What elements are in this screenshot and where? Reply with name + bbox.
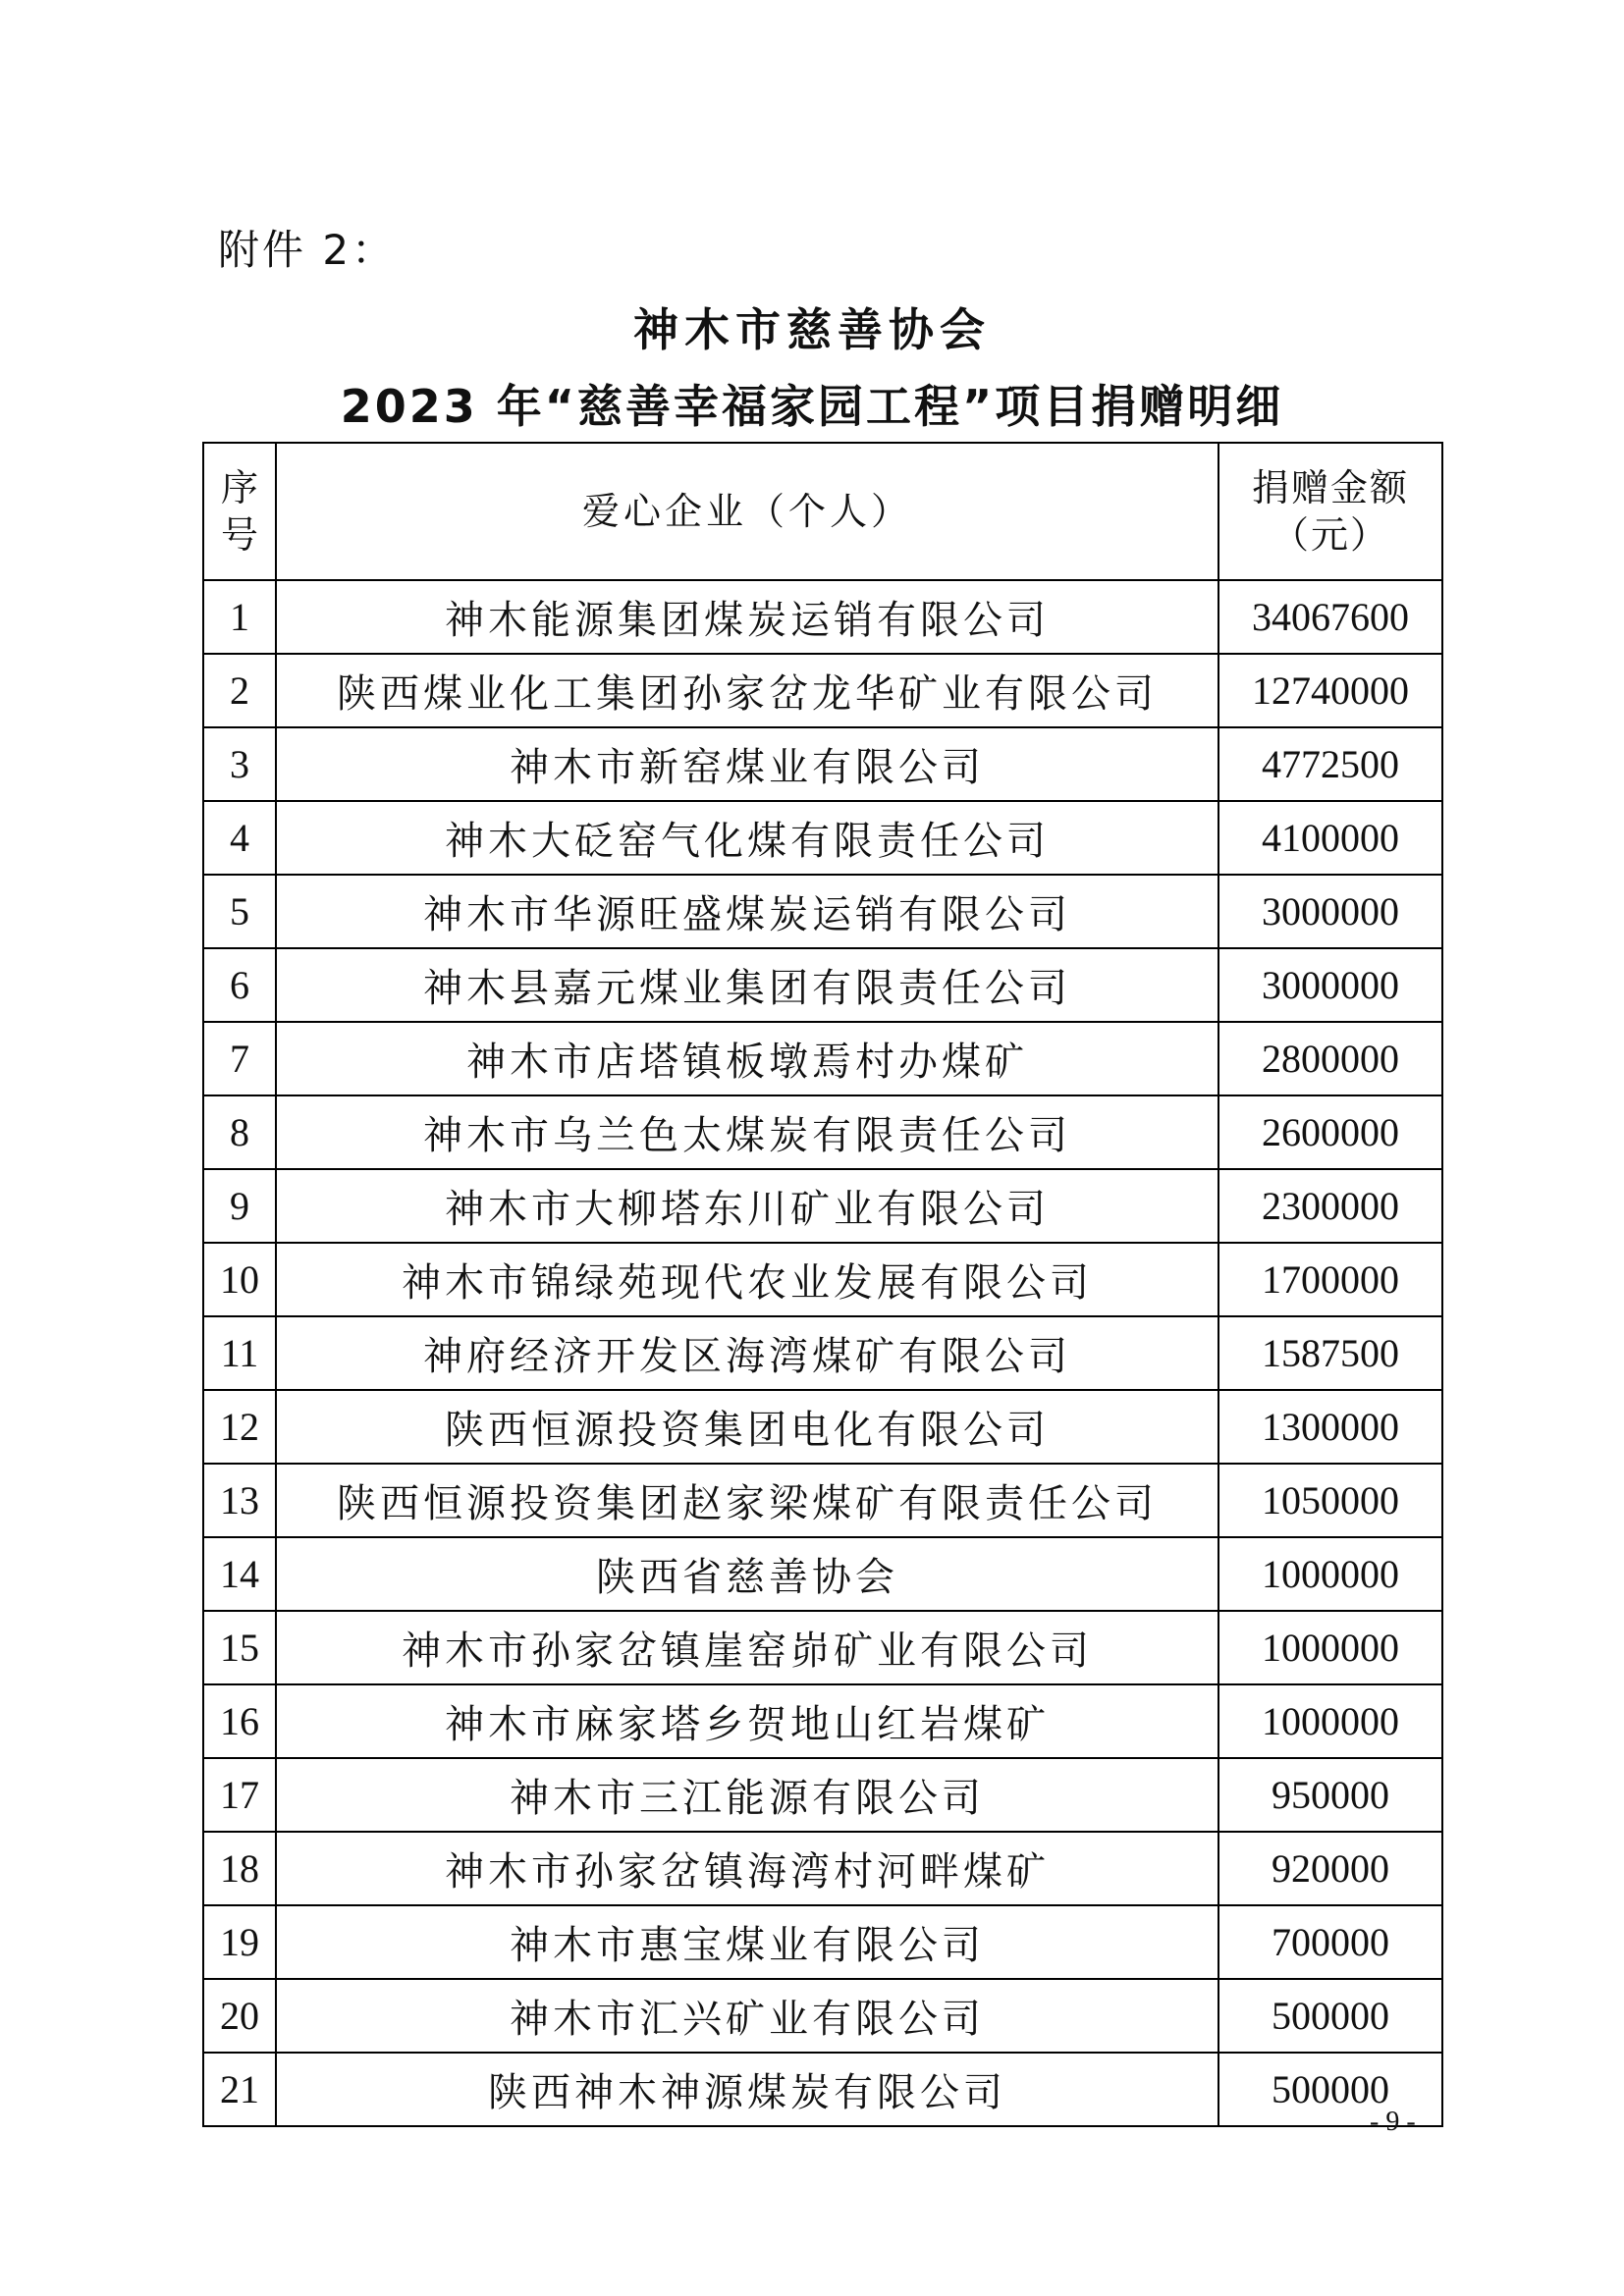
row-amount: 1587500 <box>1218 1316 1442 1390</box>
row-amount: 920000 <box>1218 1832 1442 1905</box>
row-amount: 3000000 <box>1218 948 1442 1022</box>
row-donor-name: 神府经济开发区海湾煤矿有限公司 <box>276 1316 1218 1390</box>
row-amount: 500000 <box>1218 2053 1442 2126</box>
row-donor-name: 陕西煤业化工集团孙家岔龙华矿业有限公司 <box>276 654 1218 727</box>
table-row <box>203 580 1442 654</box>
row-donor-name: 神木市大柳塔东川矿业有限公司 <box>276 1169 1218 1243</box>
row-index: 21 <box>203 2053 276 2126</box>
header-amount-line1: 捐赠金额 <box>1251 466 1409 509</box>
row-donor-name: 陕西省慈善协会 <box>276 1537 1218 1611</box>
row-amount: 4772500 <box>1218 727 1442 801</box>
row-donor-name: 神木市华源旺盛煤炭运销有限公司 <box>276 875 1218 948</box>
document-title-organization: 神木市慈善协会 <box>633 303 991 356</box>
row-donor-name: 神木市新窑煤业有限公司 <box>276 727 1218 801</box>
donation-table <box>202 442 1443 2127</box>
row-donor-name: 神木市乌兰色太煤炭有限责任公司 <box>276 1095 1218 1169</box>
row-donor-name: 神木市三江能源有限公司 <box>276 1758 1218 1832</box>
row-donor-name: 神木县嘉元煤业集团有限责任公司 <box>276 948 1218 1022</box>
header-donor-name: 爱心企业（个人） <box>276 443 1218 580</box>
table-row <box>203 1537 1442 1611</box>
attachment-label: 附件 2： <box>218 226 397 274</box>
row-index: 16 <box>203 1684 276 1758</box>
row-donor-name: 神木市孙家岔镇崖窑峁矿业有限公司 <box>276 1611 1218 1684</box>
table-row <box>203 727 1442 801</box>
table-row <box>203 1022 1442 1095</box>
row-amount: 12740000 <box>1218 654 1442 727</box>
row-index: 7 <box>203 1022 276 1095</box>
header-amount <box>1218 443 1442 580</box>
table-row <box>203 1832 1442 1905</box>
row-index: 13 <box>203 1464 276 1537</box>
table-row <box>203 2053 1442 2126</box>
table-row <box>203 1095 1442 1169</box>
row-donor-name: 神木市惠宝煤业有限公司 <box>276 1905 1218 1979</box>
row-amount: 700000 <box>1218 1905 1442 1979</box>
row-amount: 1000000 <box>1218 1611 1442 1684</box>
row-amount: 4100000 <box>1218 801 1442 875</box>
header-index <box>203 443 276 580</box>
table-row <box>203 875 1442 948</box>
row-donor-name: 陕西恒源投资集团赵家梁煤矿有限责任公司 <box>276 1464 1218 1537</box>
table-body <box>203 580 1442 2126</box>
row-index: 11 <box>203 1316 276 1390</box>
row-donor-name: 陕西恒源投资集团电化有限公司 <box>276 1390 1218 1464</box>
row-index: 19 <box>203 1905 276 1979</box>
row-amount: 950000 <box>1218 1758 1442 1832</box>
table-row <box>203 1979 1442 2053</box>
table-row <box>203 1243 1442 1316</box>
row-amount: 500000 <box>1218 1979 1442 2053</box>
row-index: 20 <box>203 1979 276 2053</box>
row-index: 6 <box>203 948 276 1022</box>
header-amount-line2: （元） <box>1271 513 1389 557</box>
row-amount: 2800000 <box>1218 1022 1442 1095</box>
table-row <box>203 1316 1442 1390</box>
row-index: 8 <box>203 1095 276 1169</box>
row-donor-name: 神木市孙家岔镇海湾村河畔煤矿 <box>276 1832 1218 1905</box>
row-donor-name: 神木能源集团煤炭运销有限公司 <box>276 580 1218 654</box>
row-amount: 1700000 <box>1218 1243 1442 1316</box>
table-row <box>203 948 1442 1022</box>
row-index: 2 <box>203 654 276 727</box>
table-row <box>203 801 1442 875</box>
table-row <box>203 654 1442 727</box>
table-row <box>203 1169 1442 1243</box>
table-header-row <box>203 443 1442 580</box>
table-row <box>203 1684 1442 1758</box>
row-donor-name: 神木市汇兴矿业有限公司 <box>276 1979 1218 2053</box>
row-amount: 2300000 <box>1218 1169 1442 1243</box>
row-index: 4 <box>203 801 276 875</box>
header-index-line2: 号 <box>220 513 258 557</box>
row-amount: 2600000 <box>1218 1095 1442 1169</box>
row-index: 14 <box>203 1537 276 1611</box>
row-amount: 1000000 <box>1218 1684 1442 1758</box>
table-row <box>203 1390 1442 1464</box>
row-donor-name: 陕西神木神源煤炭有限公司 <box>276 2053 1218 2126</box>
header-index-line1: 序 <box>220 466 258 509</box>
document-title-project: 2023 年“慈善幸福家园工程”项目捐赠明细 <box>340 380 1284 433</box>
row-index: 12 <box>203 1390 276 1464</box>
row-amount: 1000000 <box>1218 1537 1442 1611</box>
row-donor-name: 神木市麻家塔乡贺地山红岩煤矿 <box>276 1684 1218 1758</box>
row-amount: 1300000 <box>1218 1390 1442 1464</box>
row-index: 17 <box>203 1758 276 1832</box>
row-index: 18 <box>203 1832 276 1905</box>
row-amount: 3000000 <box>1218 875 1442 948</box>
table-row <box>203 1464 1442 1537</box>
row-index: 9 <box>203 1169 276 1243</box>
row-amount: 34067600 <box>1218 580 1442 654</box>
row-amount: 1050000 <box>1218 1464 1442 1537</box>
table-row <box>203 1611 1442 1684</box>
page-number: - 9 - <box>1370 2107 1416 2137</box>
row-index: 15 <box>203 1611 276 1684</box>
row-index: 10 <box>203 1243 276 1316</box>
row-index: 1 <box>203 580 276 654</box>
row-donor-name: 神木大砭窑气化煤有限责任公司 <box>276 801 1218 875</box>
row-donor-name: 神木市锦绿苑现代农业发展有限公司 <box>276 1243 1218 1316</box>
row-index: 5 <box>203 875 276 948</box>
table-row <box>203 1758 1442 1832</box>
row-index: 3 <box>203 727 276 801</box>
row-donor-name: 神木市店塔镇板墩焉村办煤矿 <box>276 1022 1218 1095</box>
table-row <box>203 1905 1442 1979</box>
